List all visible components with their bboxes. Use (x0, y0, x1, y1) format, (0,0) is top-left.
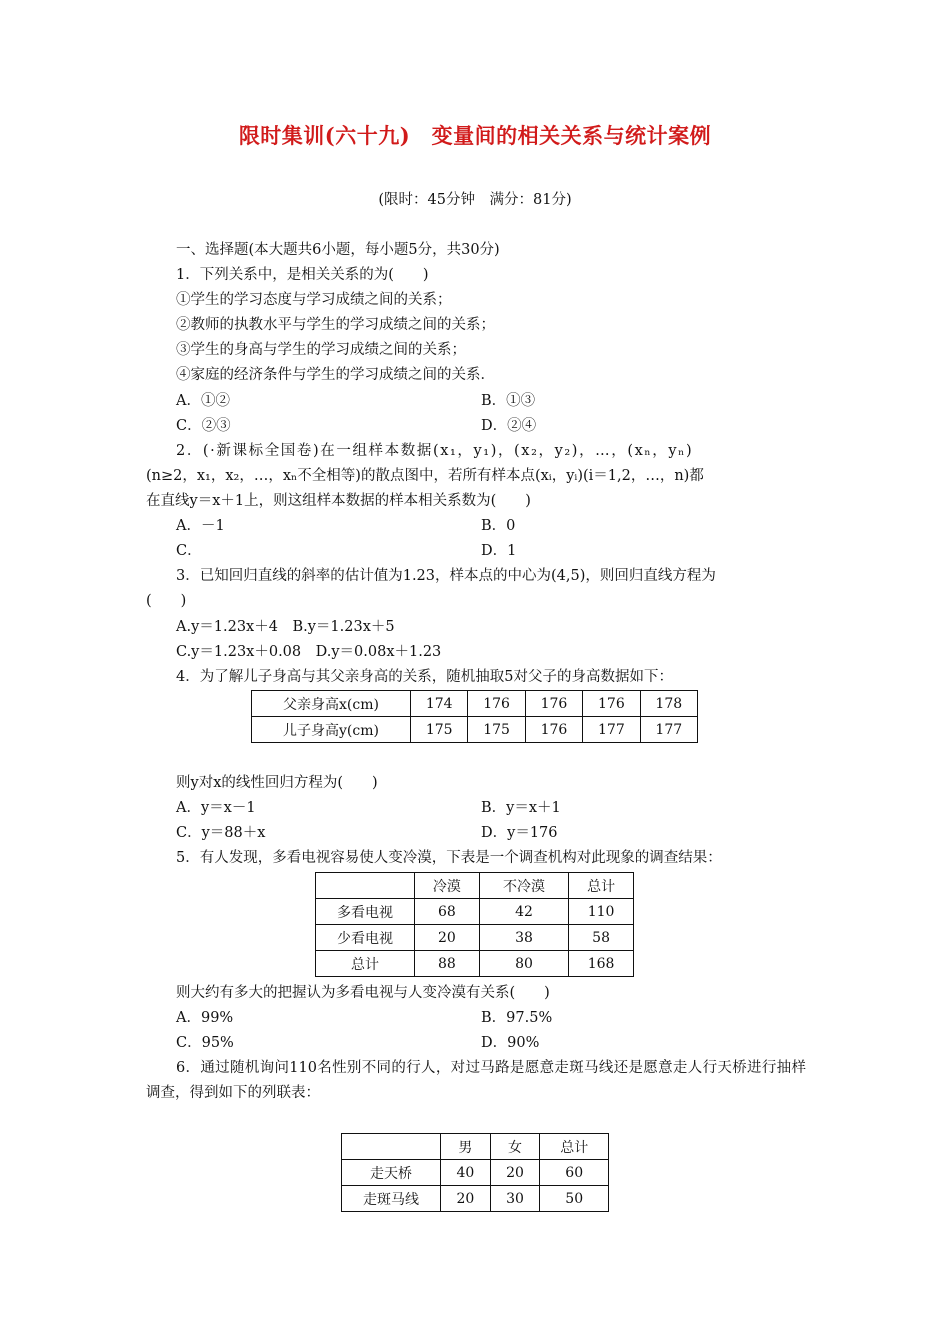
table-row (342, 1134, 609, 1160)
table-cell: 冷漠 (415, 873, 480, 899)
q3-line-2: ( ) (146, 593, 187, 609)
table-cell: 177 (583, 717, 640, 743)
q5-option-c: C．95% (176, 1035, 234, 1051)
table-cell: 父亲身高x(cm) (252, 691, 411, 717)
q2-option-b: B．0 (481, 518, 516, 534)
table-cell: 总计 (569, 873, 634, 899)
q1-item-1: ①学生的学习态度与学习成绩之间的关系； (176, 292, 452, 308)
q1-stem: 1．下列关系中，是相关关系的为( ) (176, 267, 429, 283)
table-cell: 20 (441, 1186, 491, 1212)
table-cell: 38 (479, 925, 568, 951)
q1-option-a: A．①② (176, 393, 230, 409)
table-cell: 总计 (316, 951, 415, 977)
q2-line-3: 在直线y＝x＋1上，则这组样本数据的样本相关系数为( ) (146, 493, 531, 509)
table-cell: 50 (540, 1186, 609, 1212)
q4-height-table (251, 690, 698, 743)
table-cell: 80 (479, 951, 568, 977)
exam-info: (限时：45分钟 满分：81分) (378, 192, 572, 208)
table-cell: 40 (441, 1160, 491, 1186)
table-row (342, 1186, 609, 1212)
table-cell: 走天桥 (342, 1160, 441, 1186)
q5-ask: 则大约有多大的把握认为多看电视与人变冷漠有关系( ) (176, 985, 550, 1001)
table-row (342, 1160, 609, 1186)
q4-ask: 则y对x的线性回归方程为( ) (176, 775, 378, 791)
q2-option-d: D．1 (481, 543, 517, 559)
table-cell: 58 (569, 925, 634, 951)
q1-item-4: ④家庭的经济条件与学生的学习成绩之间的关系． (176, 367, 495, 383)
q4-stem: 4．为了解儿子身高与其父亲身高的关系，随机抽取5对父子的身高数据如下： (176, 669, 673, 685)
q5-option-a: A．99% (176, 1010, 234, 1026)
q4-option-c: C．y＝88＋x (176, 825, 266, 841)
q2-option-c: C． (176, 543, 202, 559)
table-cell: 20 (490, 1160, 540, 1186)
table-cell: 174 (411, 691, 468, 717)
table-cell: 多看电视 (316, 899, 415, 925)
table-cell: 176 (583, 691, 640, 717)
table-cell: 少看电视 (316, 925, 415, 951)
table-cell: 女 (490, 1134, 540, 1160)
table-cell: 176 (525, 717, 582, 743)
table-cell: 走斑马线 (342, 1186, 441, 1212)
table-cell: 88 (415, 951, 480, 977)
q4-option-a: A．y＝x－1 (176, 800, 256, 816)
table-cell: 176 (525, 691, 582, 717)
q5-stem: 5．有人发现，多看电视容易使人变冷漠，下表是一个调查机构对此现象的调查结果： (176, 850, 722, 866)
table-cell: 20 (415, 925, 480, 951)
q6-contingency-table (341, 1133, 609, 1212)
table-cell: 168 (569, 951, 634, 977)
q5-option-b: B．97.5% (481, 1010, 553, 1026)
table-cell: 儿子身高y(cm) (252, 717, 411, 743)
table-cell: 不冷漠 (479, 873, 568, 899)
table-row (316, 925, 634, 951)
table-cell: 110 (569, 899, 634, 925)
table-cell: 68 (415, 899, 480, 925)
table-cell: 178 (640, 691, 697, 717)
table-row (316, 873, 634, 899)
table-cell (316, 873, 415, 899)
q6-stem: 6．通过随机询问110名性别不同的行人，对过马路是愿意走斑马线还是愿意走人行天桥进行抽样调查，得到如下的列联表： (146, 1060, 806, 1101)
table-cell: 177 (640, 717, 697, 743)
q3-line-1: 3．已知回归直线的斜率的估计值为1.23，样本点的中心为(4,5)，则回归直线方程为 (176, 568, 716, 584)
table-cell: 60 (540, 1160, 609, 1186)
table-cell: 男 (441, 1134, 491, 1160)
q4-option-d: D．y＝176 (481, 825, 558, 841)
table-row (252, 717, 698, 743)
q5-option-d: D．90% (481, 1035, 540, 1051)
table-cell: 175 (468, 717, 525, 743)
table-cell (342, 1134, 441, 1160)
q1-option-c: C．②③ (176, 418, 231, 434)
q1-item-3: ③学生的身高与学生的学习成绩之间的关系； (176, 342, 466, 358)
q1-option-b: B．①③ (481, 393, 536, 409)
q3-options-ab: A.y＝1.23x＋4 B.y＝1.23x＋5 (176, 619, 395, 635)
table-cell: 42 (479, 899, 568, 925)
q1-option-d: D．②④ (481, 418, 537, 434)
q2-line-1: 2．(·新课标全国卷)在一组样本数据(x₁，y₁)，(x₂，y₂)，…，(xₙ，yₙ) (176, 443, 694, 459)
table-row (316, 899, 634, 925)
table-cell: 总计 (540, 1134, 609, 1160)
table-row (252, 691, 698, 717)
q2-option-a: A．－1 (176, 518, 225, 534)
q5-survey-table (315, 872, 634, 977)
section-heading: 一、选择题(本大题共6小题，每小题5分，共30分) (176, 242, 500, 258)
q2-line-2: (n≥2，x₁，x₂，…，xₙ不全相等)的散点图中，若所有样本点(xᵢ，yᵢ)(i＝1,2，…，n)都 (146, 468, 704, 484)
q3-options-cd: C.y＝1.23x＋0.08 D.y＝0.08x＋1.23 (176, 644, 442, 660)
q1-item-2: ②教师的执教水平与学生的学习成绩之间的关系； (176, 317, 495, 333)
q4-option-b: B．y＝x＋1 (481, 800, 561, 816)
table-cell: 175 (411, 717, 468, 743)
table-cell: 30 (490, 1186, 540, 1212)
table-row (316, 951, 634, 977)
table-cell: 176 (468, 691, 525, 717)
page-title: 限时集训(六十九) 变量间的相关关系与统计案例 (238, 123, 712, 148)
